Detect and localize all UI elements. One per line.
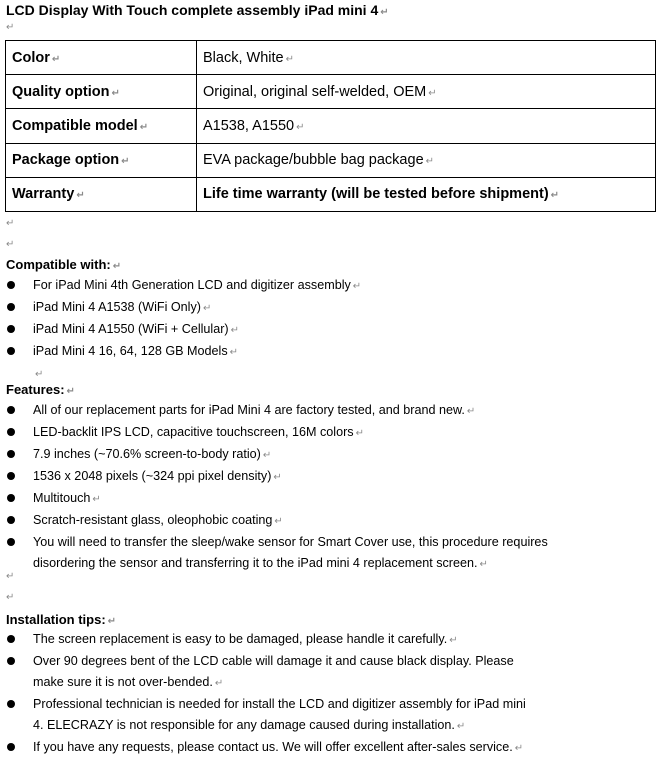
title-text: LCD Display With Touch complete assembly iPad mini 4 xyxy=(6,2,379,18)
spec-value: Original, original self-welded, OEM ↵ xyxy=(197,75,656,109)
list-item: Multitouch ↵ xyxy=(0,488,650,510)
table-row xyxy=(6,177,656,211)
list-item-continuation: disordering the sensor and transferring it to the iPad mini 4 replacement screen. ↵ xyxy=(33,556,488,570)
spec-label: Package option ↵ xyxy=(6,143,197,177)
compatible-list xyxy=(0,275,650,385)
paragraph-mark: ↵ xyxy=(6,571,15,582)
list-item: iPad Mini 4 A1550 (WiFi + Cellular) ↵ xyxy=(0,319,650,341)
paragraph-mark: ↵ xyxy=(6,239,15,250)
table-row xyxy=(6,41,656,75)
list-item: Professional technician is needed for install the LCD and digitizer assembly for iPad mini xyxy=(0,694,650,715)
compatible-heading: Compatible with: ↵ xyxy=(6,257,122,272)
paragraph-mark: ↵ xyxy=(6,592,15,603)
table-row xyxy=(6,143,656,177)
paragraph-mark: ↵ xyxy=(380,7,389,18)
list-item: All of our replacement parts for iPad Mini 4 are factory tested, and brand new. ↵ xyxy=(0,400,650,422)
installation-heading: Installation tips: ↵ xyxy=(6,612,117,627)
list-item: The screen replacement is easy to be damaged, please handle it carefully. ↵ xyxy=(0,629,650,651)
list-item: LED-backlit IPS LCD, capacitive touchscreen, 16M colors ↵ xyxy=(0,422,650,444)
list-item-continuation: make sure it is not over-bended. ↵ xyxy=(33,675,224,689)
spec-table xyxy=(5,40,656,212)
paragraph-mark: ↵ xyxy=(6,22,15,33)
spec-label: Quality option ↵ xyxy=(6,75,197,109)
spec-value: A1538, A1550 ↵ xyxy=(197,109,656,143)
table-row xyxy=(6,109,656,143)
spec-value: Life time warranty (will be tested before shipment) ↵ xyxy=(197,177,656,211)
spec-label: Compatible model ↵ xyxy=(6,109,197,143)
spec-value: Black, White ↵ xyxy=(197,41,656,75)
list-item-continuation: 4. ELECRAZY is not responsible for any damage caused during installation. ↵ xyxy=(33,718,466,732)
list-item: 1536 x 2048 pixels (~324 ppi pixel density) ↵ xyxy=(0,466,650,488)
list-item: 7.9 inches (~70.6% screen-to-body ratio) ↵ xyxy=(0,444,650,466)
spec-label: Color ↵ xyxy=(6,41,197,75)
list-item: For iPad Mini 4th Generation LCD and digitizer assembly ↵ xyxy=(0,275,650,297)
paragraph-mark: ↵ xyxy=(6,218,15,229)
list-item: Scratch-resistant glass, oleophobic coating ↵ xyxy=(0,510,650,532)
list-item: iPad Mini 4 A1538 (WiFi Only) ↵ xyxy=(0,297,650,319)
list-item: You will need to transfer the sleep/wake sensor for Smart Cover use, this procedure requires xyxy=(0,532,650,553)
spec-label: Warranty ↵ xyxy=(6,177,197,211)
document-title xyxy=(6,2,389,18)
list-item: Over 90 degrees bent of the LCD cable will damage it and cause black display. Please xyxy=(0,651,650,672)
list-item: If you have any requests, please contact us. We will offer excellent after-sales service. ↵ xyxy=(0,737,650,759)
features-heading: Features: ↵ xyxy=(6,382,75,397)
table-row xyxy=(6,75,656,109)
features-list xyxy=(0,400,650,575)
empty-line: ↵ xyxy=(35,369,44,380)
list-item: iPad Mini 4 16, 64, 128 GB Models ↵ xyxy=(0,341,650,363)
installation-list xyxy=(0,629,650,759)
spec-value: EVA package/bubble bag package ↵ xyxy=(197,143,656,177)
